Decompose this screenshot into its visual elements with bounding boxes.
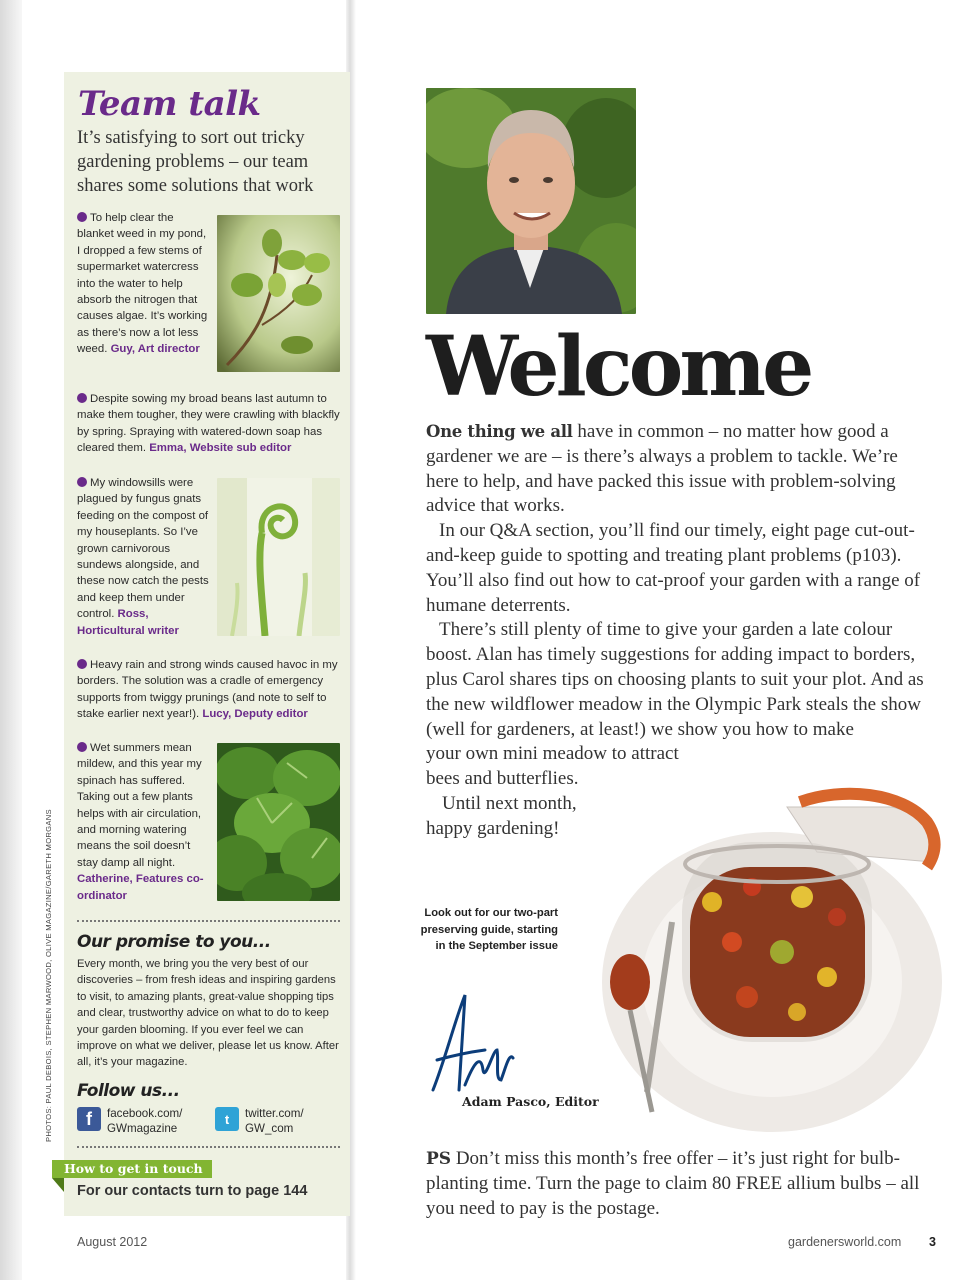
- divider-dotted: [77, 1146, 340, 1148]
- editor-signature: [425, 990, 520, 1100]
- chutney-jar-photo: [572, 782, 952, 1134]
- tip-fungus-gnats: My windowsills were plagued by fungus gnats feeding on the compost of my houseplants. So I’ve grown carnivorous sundews alongside, and these now catch the pests and keep them under control. Ross, Horticultural writer: [77, 477, 209, 637]
- footer-date: August 2012: [77, 1235, 148, 1249]
- tip-broad-beans: Despite sowing my broad beans last autumn to make them tougher, they were crawling with blackfly by spring. Spraying with watered-down soap has cleared them. Emma, Website sub editor: [77, 393, 340, 455]
- editor-letter: [426, 420, 926, 842]
- divider-dotted: [77, 920, 340, 922]
- facebook-line2: GWmagazine: [107, 1121, 178, 1135]
- promise-text: Every month, we bring you the very best of our discoveries – from fresh ideas and inspiring gardens to visit, to amazing plants, great-value shopping tips and clear, trustworthy advice on what to do to keep your garden blooming. If you ever feel we can improve on what we deliver, please let us know. After all, it’s your magazine.: [77, 958, 339, 1069]
- paragraph-3: There’s still plenty of time to give your garden a late colour boost. Alan has timely suggestions for adding impact to borders, plus Carol shares tips on choosing plants to suit your plot. And as the new wildflower meadow in the Olympic Park steals the show (well for gardeners, at least!) we show you how to make your own mini meadow to attract bees and butterflies.: [426, 619, 924, 790]
- page-number: 3: [929, 1235, 936, 1249]
- paragraph-2: In our Q&A section, you’ll find our timely, eight page cut-out-and-keep guide to spotting and treating plant problems (p103). You’ll also find out how to cat-proof your garden with a range of humane deterrents.: [426, 520, 921, 616]
- bullet-icon: [77, 393, 87, 403]
- tab-fold: [52, 1178, 64, 1192]
- twitter-line1: twitter.com/: [245, 1107, 304, 1120]
- paragraph-4: Until next month,: [442, 792, 577, 814]
- signature-name: Adam Pasco, Editor: [462, 1094, 599, 1109]
- bullet-icon: [77, 659, 87, 669]
- twitter-icon: t: [215, 1107, 239, 1131]
- tip-watercress: To help clear the blanket weed in my pond, I dropped a few stems of supermarket watercress into the water to help absorb the nitrogen that causes algae. It’s working as there’s now a lot less weed. Guy, Art director: [77, 212, 208, 356]
- watercress-photo: [217, 215, 340, 372]
- paragraph-1: One thing we all have in common – no matter how good a gardener we are – is there’s always a problem to tackle. We’re here to help, and have packed this issue with problem-solving advice that works.: [426, 421, 898, 517]
- paragraph-5: happy gardening!: [426, 817, 560, 839]
- bullet-icon: [77, 477, 87, 487]
- twitter-line2: GW_com: [245, 1121, 294, 1135]
- footer-site: gardenersworld.com: [788, 1235, 902, 1249]
- ps-note: PS Don’t miss this month’s free offer – it’s just right for bulb-planting time. Turn the page to claim 80 FREE allium bulbs – all you need to pay is the postage.: [426, 1148, 920, 1219]
- follow-heading: Follow us...: [77, 1081, 180, 1101]
- bullet-icon: [77, 742, 87, 752]
- facebook-line1: facebook.com/: [107, 1107, 183, 1120]
- fern-photo: [217, 478, 340, 636]
- team-talk-title: Team talk: [78, 84, 261, 124]
- tip-stake-borders: Heavy rain and strong winds caused havoc in my borders. The solution was a cradle of emergency supports from twiggy prunings (and note to self to stake earlier next year!). Lucy, Deputy editor: [77, 659, 338, 721]
- bullet-icon: [77, 212, 87, 222]
- contacts-line: For our contacts turn to page 144: [77, 1183, 308, 1199]
- get-in-touch-tab: How to get in touch: [52, 1160, 212, 1178]
- ps-label: PS: [426, 1149, 452, 1169]
- spine-shadow: [0, 0, 22, 1280]
- spinach-photo: [217, 743, 340, 901]
- lead-bold: One thing we all: [426, 422, 573, 441]
- editor-portrait: [426, 88, 636, 314]
- facebook-icon: f: [77, 1107, 101, 1131]
- promise-heading: Our promise to you...: [77, 932, 271, 952]
- preserving-caption: Look out for our two-part preserving guide, starting in the September issue: [420, 907, 558, 953]
- twitter-link[interactable]: [215, 1107, 304, 1136]
- photo-credit: PHOTOS: PAUL DEBOIS, STEPHEN MARWOOD, OLIVE MAGAZINE/GARETH MORGANS: [44, 809, 53, 1142]
- tip-spinach-mildew: Wet summers mean mildew, and this year my spinach has suffered. Taking out a few plants helps with air circulation, and morning watering means the soil doesn’t stay damp all night. Catherine, Features co-ordinator: [77, 742, 204, 902]
- team-talk-intro: It’s satisfying to sort out tricky gardening problems – our team shares some solutions that work: [77, 128, 314, 196]
- facebook-link[interactable]: [77, 1107, 182, 1136]
- welcome-heading: Welcome: [426, 319, 811, 415]
